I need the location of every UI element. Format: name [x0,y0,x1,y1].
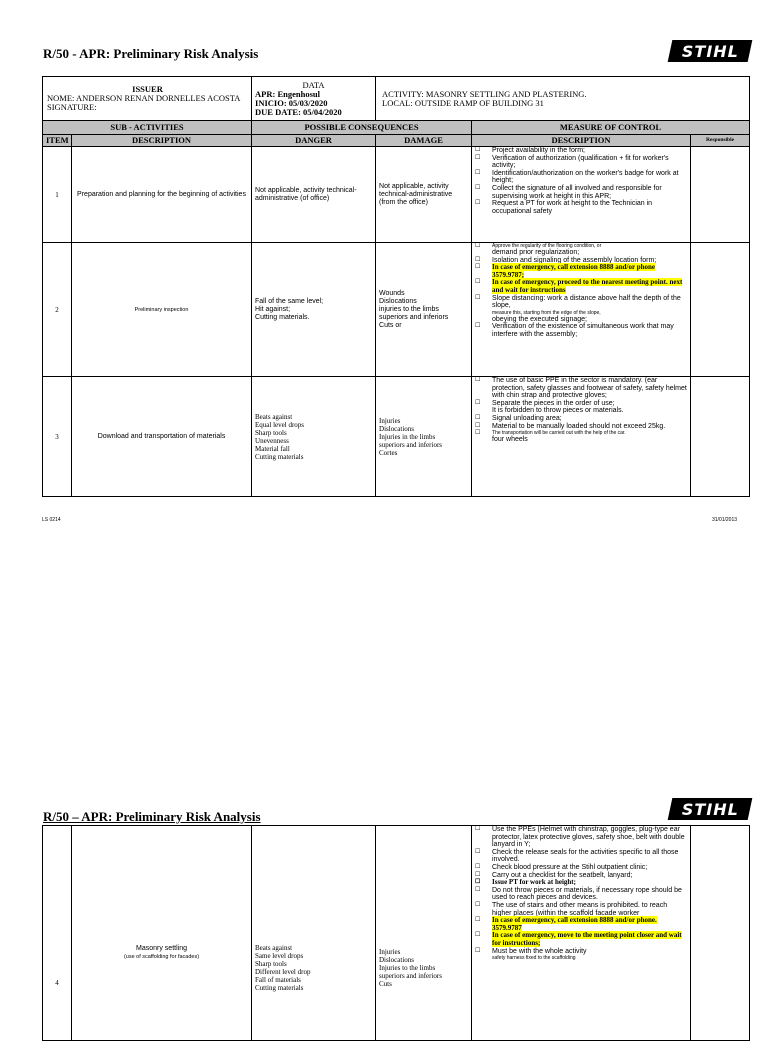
apr-name: APR: Engenhosul [255,88,320,99]
description-header: DESCRIPTION [72,135,252,147]
danger-header: DANGER [252,135,376,147]
activity-description: Preparation and planning for the beginning of activities [72,147,252,243]
table-row [43,243,750,377]
data-cell [252,77,376,121]
issuer-heading: ISSUER [132,84,163,94]
damage-text: Not applicable, activity technical-administrative (from the office) [376,147,472,243]
measure-item: measure this, starting from the edge of the slope, [492,309,601,316]
measure-item [475,279,688,294]
measure-item: ☐ Check the release seals for the activities specific to all those involved. [475,849,688,864]
measure-item: ☐ The transportation will be carried out with the help of the car. [475,430,688,436]
footer-code: LS 0214 [42,517,61,523]
activity-text: ACTIVITY: MASONRY SETTLING AND PLASTERING. [382,88,587,99]
danger-text: Beats against Same level drops Sharp tools Different level drop Fall of materials Cutting materials [252,826,376,1041]
measure-item: ☐ Check blood pressure at the Stihl outpatient clinic; [475,864,688,872]
item-number: 2 [43,243,72,377]
issuer-cell [43,77,252,121]
activity-description: Preliminary inspection [72,243,252,377]
measure-item: ☐ Verification of authorization (qualification + fit for worker's activity; [475,155,688,170]
measures-list [472,243,691,377]
activity-description-cell [72,826,252,1041]
item-number: 4 [43,826,72,1041]
responsible-header: Responsible [691,135,750,147]
measure-item: ☐ Must be with the whole activity [475,948,688,956]
measure-of-control-header: MEASURE OF CONTROL [472,121,750,135]
table-row [43,826,750,1041]
measure-item: ☐ Carry out a checklist for the seatbelt, lanyard; [475,872,688,880]
start-date: INICIO: 05/03/2020 [255,97,328,108]
activity-note: (use of scaffolding for facades) [123,953,200,960]
measure-item: ☐ The use of stairs and other means is prohibited. to reach higher places (within the scaffold facade worker [475,902,688,917]
damage-text: Injuries Dislocations Injuries to the limbs superiors and inferiors Cuts [376,826,472,1041]
danger-text: Not applicable, activity technical-administrative (of office) [252,147,376,243]
data-heading: DATA [302,79,325,90]
stihl-logo: STIHL [668,40,753,62]
measure-item: safety harness fixed to the scaffolding [492,955,576,962]
measure-item: ☐ Identification/authorization on the worker's badge for work at height; [475,170,688,185]
activity-description: Masonry settling [136,944,187,952]
danger-text: Fall of the same level; Hit against; Cutting materials. [252,243,376,377]
measure-item [475,932,688,947]
measure-item: ☐ Do not throw pieces or materials, if necessary rope should be used to reach pieces and devices. [475,887,688,902]
damage-header: DAMAGE [376,135,472,147]
risk-analysis-table [42,76,750,497]
measure-description-header: DESCRIPTION [472,135,691,147]
due-date: DUE DATE: 05/04/2020 [255,106,342,117]
measures-list [472,377,691,497]
responsible-cell [691,377,750,497]
responsible-cell [691,147,750,243]
measure-item: ☐ Issue PT for work at height; [475,879,688,887]
measures-list [472,147,691,243]
emergency-call-highlight: In case of emergency, call extension 8888 and/or phone 3579.9787; [492,263,656,279]
table-row [43,377,750,497]
danger-text: Beats against Equal level drops Sharp tools Unevenness Material fall Cutting materials [252,377,376,497]
issuer-signature: SIGNATURE: [47,102,97,112]
measure-item: four wheels [492,436,528,444]
possible-consequences-header: POSSIBLE CONSEQUENCES [252,121,472,135]
local-text: LOCAL: OUTSIDE RAMP OF BUILDING 31 [382,97,544,108]
measure-item: demand prior regularization; [492,249,580,256]
emergency-call-highlight: In case of emergency, call extension 8888 and/or phone. 3579.9787 [492,916,657,932]
measure-item: ☐ Collect the signature of all involved and responsible for supervising work at height in this APR; [475,185,688,200]
damage-text: Injuries Dislocations Injuries in the limbs superiors and inferiors Cortes [376,377,472,497]
item-number: 1 [43,147,72,243]
measure-item: ☐ The use of basic PPE in the sector is mandatory. (ear protection, safety glasses and footwear of safety, safety helmet with chin strap and protective gloves; [475,377,688,400]
measure-item: obeying the executed signage; [492,315,587,323]
damage-text: Wounds Dislocations injuries to the limbs superiors and inferiors Cuts or [376,243,472,377]
issuer-name: NOME: ANDERSON RENAN DORNELLES ACOSTA [47,93,241,103]
item-number: 3 [43,377,72,497]
table-row [43,147,750,243]
measure-item: ☐ Material to be manually loaded should not exceed 25kg. [475,423,688,431]
emergency-meeting-highlight: In case of emergency, move to the meeting point closer and wait for instructions; [492,931,682,947]
activity-description: Download and transportation of materials [72,377,252,497]
measure-item: ☐ Signal unloading area; [475,415,688,423]
risk-analysis-table [42,825,750,1041]
measure-item: ☐ Slope distancing: work a distance above half the depth of the slope, [475,295,688,310]
measure-item: ☐ Verification of the existence of simultaneous work that may interfere with the assembly; [475,323,688,338]
page-title: R/50 - APR: Preliminary Risk Analysis [43,46,259,61]
measures-list [472,826,691,1041]
measure-item: ☐ Use the PPEs (Helmet with chinstrap, goggles, plug-type ear protector, latex protective gloves, safety shoe, belt with double lanyard in Y; [475,826,688,849]
activity-cell [376,77,750,121]
footer-date: 31/01/2013 [712,517,738,523]
measure-item: ☐ Approve the regularity of the flooring condition, or [475,243,688,249]
responsible-cell [691,826,750,1041]
measure-item: It is forbidden to throw pieces or materials. [492,407,624,415]
stihl-logo: STIHL [668,798,753,820]
sub-activities-header: SUB - ACTIVITIES [43,121,252,135]
measure-item: ☐ Isolation and signaling of the assembly location form; [475,257,688,265]
page-title: R/50 – APR: Preliminary Risk Analysis [43,809,261,824]
emergency-meeting-highlight: In case of emergency, proceed to the nearest meeting point. next and wait for instructions [492,278,683,294]
measure-item: ☐ Separate the pieces in the order of use; [475,400,688,408]
responsible-cell [691,243,750,377]
measure-item: ☐ Request a PT for work at height to the Technician in occupational safety [475,200,688,215]
measure-item: ☐ Project availability in the form; [475,147,688,155]
measure-item [475,917,688,932]
measure-item [475,264,688,279]
item-header: ITEM [43,135,72,147]
